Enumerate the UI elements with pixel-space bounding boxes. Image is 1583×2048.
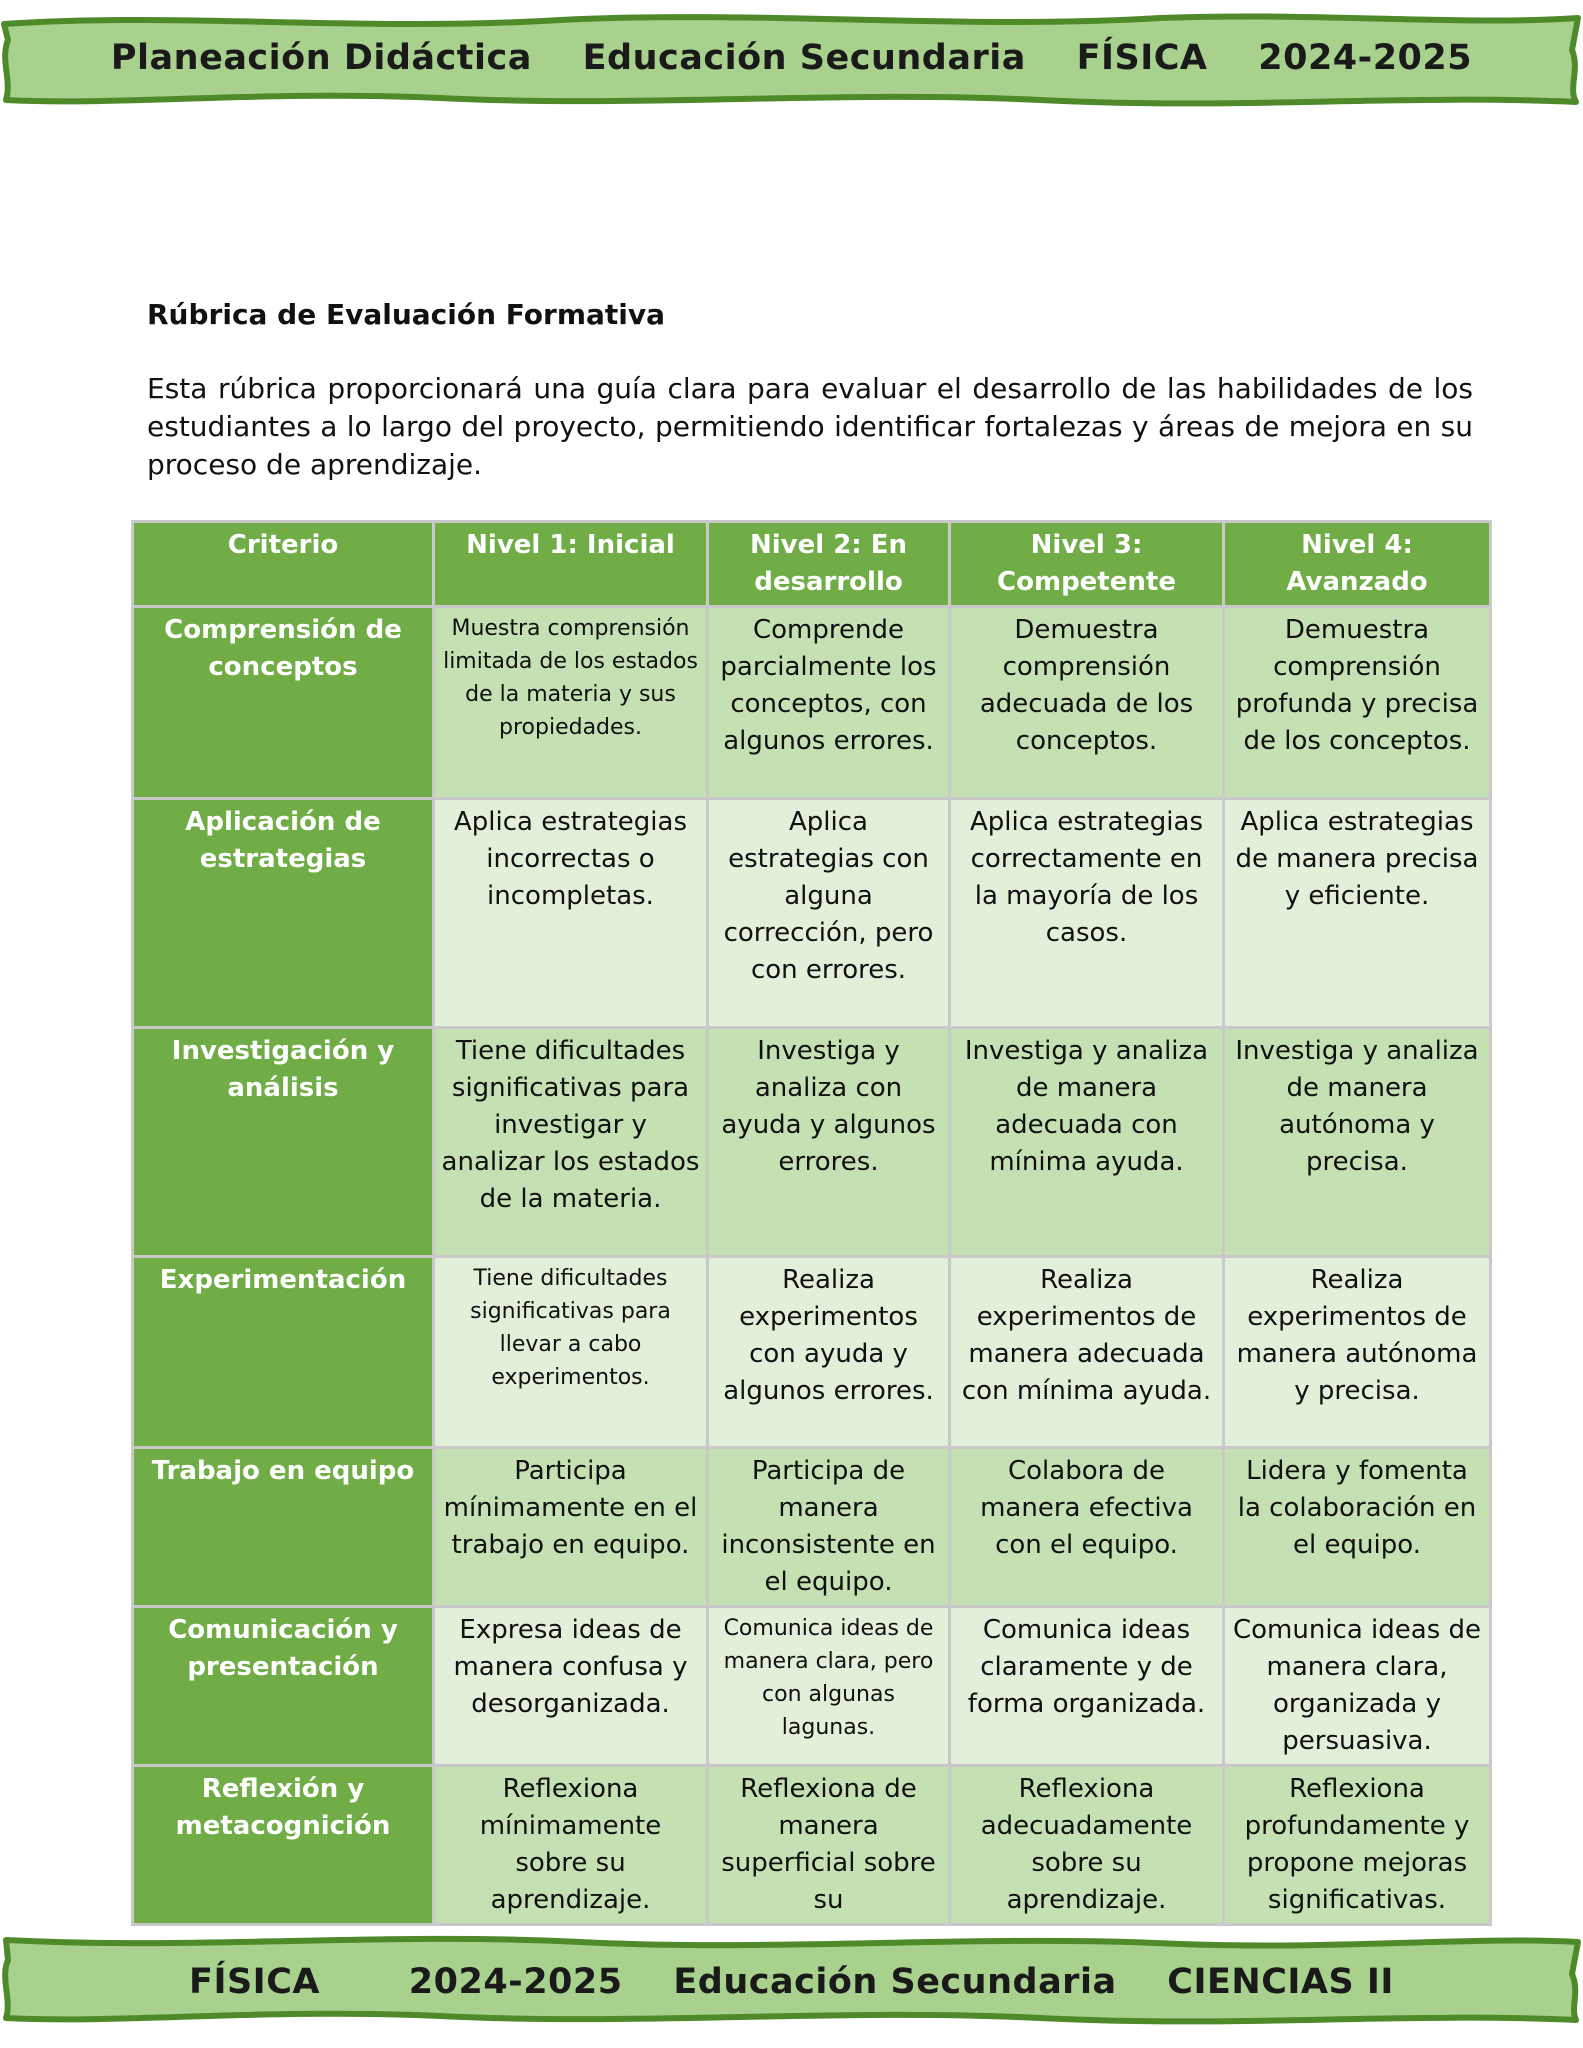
rubric-table [131, 520, 1492, 1926]
level-2-cell: Reflexiona de manera superficial sobre su [708, 1766, 950, 1925]
header-nivel-1: Nivel 1: Inicial [434, 522, 708, 607]
header-nivel-3: Nivel 3: Competente [950, 522, 1224, 607]
section-title: Rúbrica de Evaluación Formativa [147, 298, 666, 331]
criterion-cell: Comunicación y presentación [133, 1607, 434, 1766]
criterion-cell: Reflexión y metacognición [133, 1766, 434, 1925]
criterion-cell: Comprensión de conceptos [133, 607, 434, 799]
rubric-row-experimentacion [133, 1257, 1491, 1448]
level-3-cell: Reflexiona adecuadamente sobre su aprendizaje. [950, 1766, 1224, 1925]
rubric-row-comprension [133, 607, 1491, 799]
level-2-cell: Aplica estrategias con alguna corrección, pero con errores. [708, 799, 950, 1028]
level-2-cell: Comunica ideas de manera clara, pero con algunas lagunas. [708, 1607, 950, 1766]
criterion-cell: Experimentación [133, 1257, 434, 1448]
level-1-cell: Aplica estrategias incorrectas o incompletas. [434, 799, 708, 1028]
level-4-cell: Realiza experimentos de manera autónoma y precisa. [1224, 1257, 1491, 1448]
level-4-cell: Demuestra comprensión profunda y precisa de los conceptos. [1224, 607, 1491, 799]
level-4-cell: Comunica ideas de manera clara, organizada y persuasiva. [1224, 1607, 1491, 1766]
footer-banner [0, 1930, 1583, 2040]
rubric-row-trabajo-equipo [133, 1448, 1491, 1607]
level-1-cell: Participa mínimamente en el trabajo en equipo. [434, 1448, 708, 1607]
header-criterio: Criterio [133, 522, 434, 607]
level-2-cell: Comprende parcialmente los conceptos, con algunos errores. [708, 607, 950, 799]
header-nivel-2: Nivel 2: En desarrollo [708, 522, 950, 607]
header-nivel-4: Nivel 4: Avanzado [1224, 522, 1491, 607]
criterion-cell: Trabajo en equipo [133, 1448, 434, 1607]
rubric-row-reflexion [133, 1766, 1491, 1925]
level-4-cell: Investiga y analiza de manera autónoma y precisa. [1224, 1028, 1491, 1257]
level-4-cell: Aplica estrategias de manera precisa y eficiente. [1224, 799, 1491, 1028]
level-1-cell: Tiene dificultades significativas para llevar a cabo experimentos. [434, 1257, 708, 1448]
level-1-cell: Reflexiona mínimamente sobre su aprendizaje. [434, 1766, 708, 1925]
rubric-row-investigacion [133, 1028, 1491, 1257]
level-4-cell: Reflexiona profundamente y propone mejoras significativas. [1224, 1766, 1491, 1925]
level-3-cell: Aplica estrategias correctamente en la mayoría de los casos. [950, 799, 1224, 1028]
header-text: Planeación Didáctica Educación Secundaria FÍSICA 2024-2025 [110, 38, 1473, 78]
criterion-cell: Investigación y análisis [133, 1028, 434, 1257]
level-3-cell: Demuestra comprensión adecuada de los conceptos. [950, 607, 1224, 799]
level-1-cell: Expresa ideas de manera confusa y desorganizada. [434, 1607, 708, 1766]
level-1-cell: Tiene dificultades significativas para investigar y analizar los estados de la materia. [434, 1028, 708, 1257]
rubric-row-comunicacion [133, 1607, 1491, 1766]
level-3-cell: Comunica ideas claramente y de forma organizada. [950, 1607, 1224, 1766]
header-banner [0, 10, 1583, 120]
level-2-cell: Participa de manera inconsistente en el equipo. [708, 1448, 950, 1607]
level-2-cell: Investiga y analiza con ayuda y algunos errores. [708, 1028, 950, 1257]
footer-text: FÍSICA 2024-2025 Educación Secundaria CIENCIAS II [189, 1962, 1394, 2002]
intro-paragraph: Esta rúbrica proporcionará una guía clara para evaluar el desarrollo de las habilidades de los estudiantes a lo largo del proyecto, permitiendo identificar fortalezas y áreas de mejora en su proceso de aprendizaje. [147, 372, 1473, 481]
criterion-cell: Aplicación de estrategias [133, 799, 434, 1028]
level-2-cell: Realiza experimentos con ayuda y algunos errores. [708, 1257, 950, 1448]
rubric-header-row [133, 522, 1491, 607]
level-4-cell: Lidera y fomenta la colaboración en el equipo. [1224, 1448, 1491, 1607]
level-3-cell: Investiga y analiza de manera adecuada con mínima ayuda. [950, 1028, 1224, 1257]
level-3-cell: Realiza experimentos de manera adecuada con mínima ayuda. [950, 1257, 1224, 1448]
level-3-cell: Colabora de manera efectiva con el equipo. [950, 1448, 1224, 1607]
level-1-cell: Muestra comprensión limitada de los estados de la materia y sus propiedades. [434, 607, 708, 799]
rubric-row-aplicacion [133, 799, 1491, 1028]
